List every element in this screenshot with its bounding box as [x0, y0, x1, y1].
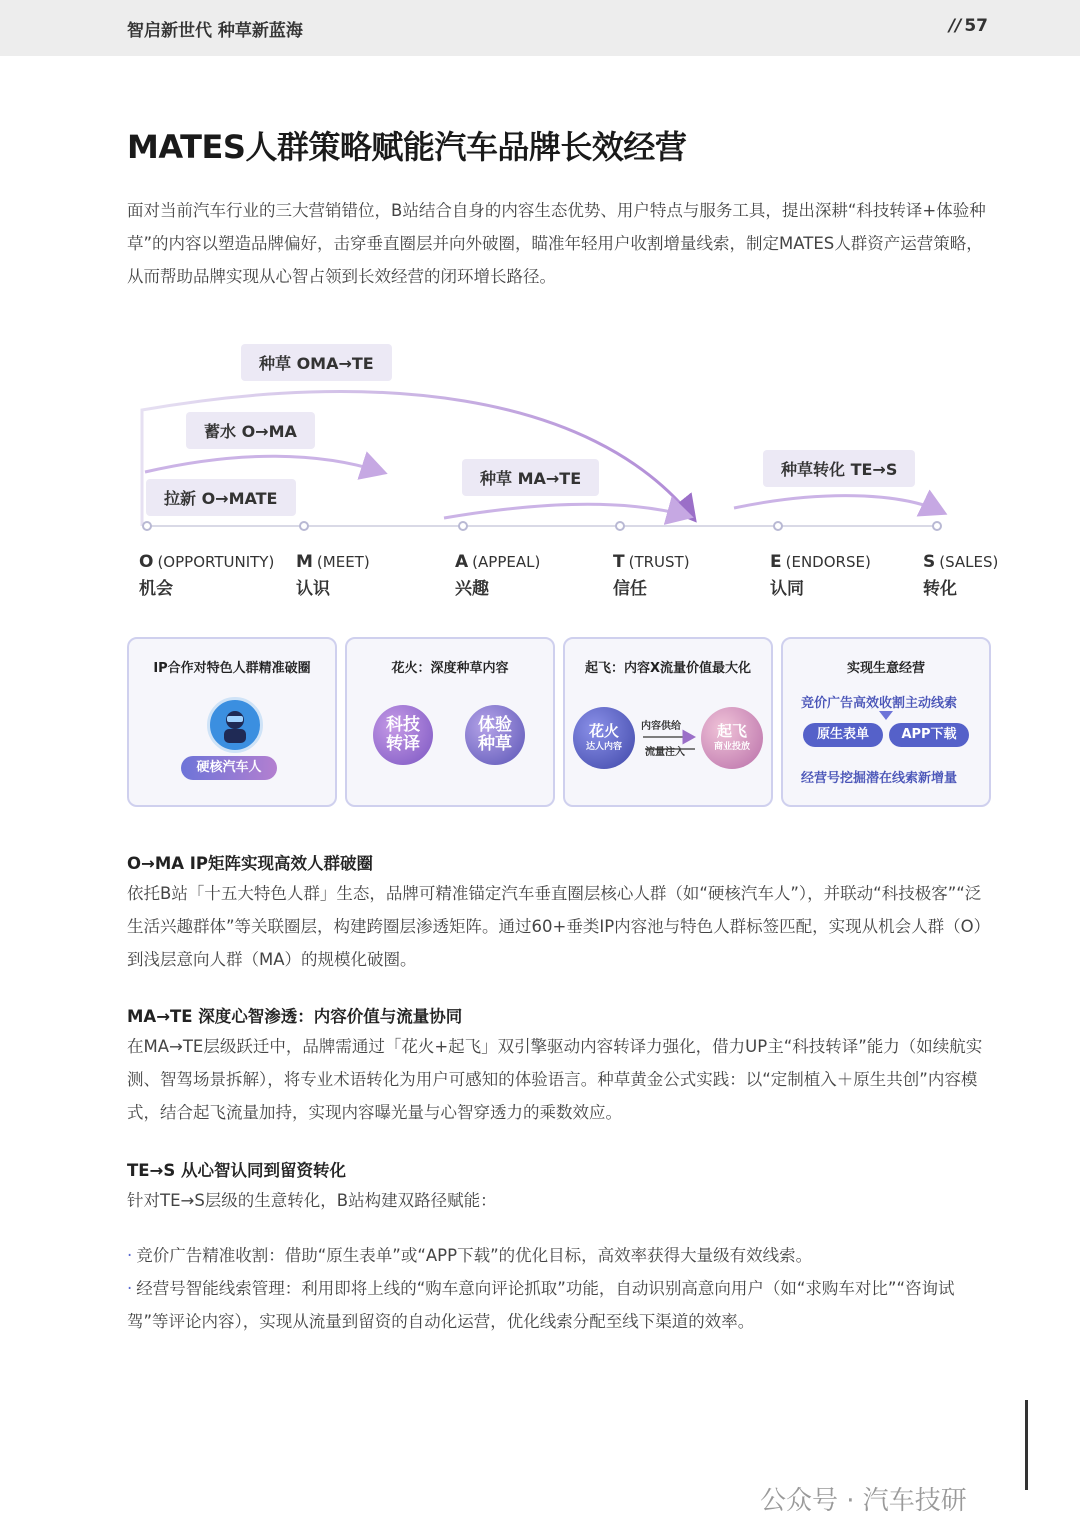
stage-marker-o	[143, 522, 151, 530]
watermark: 公众号 · 汽车技研	[760, 1486, 967, 1516]
stage-t: T (TRUST) 信任	[613, 552, 690, 599]
bubble-qifei: 起飞 商业投放	[701, 707, 763, 769]
stage-s: S (SALES) 转化	[923, 552, 999, 599]
stage-marker-s	[933, 522, 941, 530]
stage-marker-a	[459, 522, 467, 530]
bubble-tech-translation: 科技转译	[373, 705, 433, 765]
card-qifei	[563, 637, 773, 807]
label-bid-ads: 竞价广告高效收割主动线索	[801, 696, 958, 711]
stage-t-cn: 信任	[613, 579, 647, 599]
section-heading-ma-te: MA→TE 深度心智渗透：内容价值与流量协同	[127, 1007, 463, 1026]
tag-te-s: 种草转化 TE→S	[763, 450, 915, 487]
arc-o-ma	[145, 456, 382, 472]
stage-a: A (APPEAL) 兴趣	[455, 552, 541, 599]
tag-o-ma: 蓄水 O→MA	[186, 412, 315, 449]
stage-marker-e	[774, 522, 782, 530]
arc-te-s	[734, 496, 942, 512]
bullet-bid-ads: · 竞价广告精准收割：借助“原生表单”或“APP下载”的优化目标，高效率获得大量级有效线索。	[127, 1246, 813, 1265]
page-edge-bar	[1025, 1400, 1028, 1490]
section-heading-o-ma: O→MA IP矩阵实现高效人群破圈	[127, 854, 374, 873]
stage-marker-t	[616, 522, 624, 530]
card-ip	[127, 637, 337, 807]
stage-o: O (OPPORTUNITY) 机会	[139, 552, 275, 599]
label-content-supply: 内容供给	[641, 721, 681, 732]
bubble-huahuo: 花火 达人内容	[573, 707, 635, 769]
stage-e: E (ENDORSE) 认同	[770, 552, 871, 599]
intro-paragraph: 面对当前汽车行业的三大营销错位，B站结合自身的内容生态优势、用户特点与服务工具，提出深耕“科技转译+体验种草”的内容以塑造品牌偏好，击穿垂直圈层并向外破圈，瞄准年轻用户收割增量线索，制定MATES人群资产运营策略，从而帮助品牌实现从心智占领到长效经营的闭环增长路径。	[127, 201, 986, 286]
tag-oma-te: 种草 OMA→TE	[241, 344, 392, 381]
tag-ma-te: 种草 MA→TE	[462, 459, 599, 496]
section-body-ma-te: 在MA→TE层级跃迁中，品牌需通过「花火+起飞」双引擎驱动内容转译力强化，借力UP主“科技转译”能力（如续航实测、智驾场景拆解），将专业术语转化为用户可感知的体验语言。种草黄金公式实践：以“定制植入＋原生共创”内容模式，结合起飞流量加持，实现内容曝光量与心智穿透力的乘数效应。	[127, 1037, 983, 1122]
section-body-o-ma: 依托B站「十五大特色人群」生态，品牌可精准锚定汽车垂直圈层核心人群（如“硬核汽车人”），并联动“科技极客”“泛生活兴趣群体”等关联圈层，构建跨圈层渗透矩阵。通过60+垂类IP内容池与特色人群标签匹配，实现从机会人群（O）到浅层意向人群（MA）的规模化破圈。	[127, 884, 991, 969]
bubble-experience-seeding: 体验种草	[465, 705, 525, 765]
stage-e-cn: 认同	[770, 579, 804, 599]
page-number-prefix: //	[948, 16, 962, 36]
page-header	[0, 0, 1080, 56]
stage-m-cn: 认识	[296, 579, 330, 599]
avatar-icon	[207, 697, 263, 753]
card-ip-title: IP合作对特色人群精准破圈	[153, 661, 311, 676]
page-number	[949, 16, 988, 36]
section-heading-te-s: TE→S 从心智认同到留资转化	[127, 1161, 346, 1180]
arc-ma-te	[444, 504, 688, 518]
page-title: MATES人群策略赋能汽车品牌长效经营	[127, 128, 687, 166]
header-title: 智启新世代 种草新蓝海	[127, 21, 303, 41]
label-operation-account: 经营号挖掘潜在线索新增量	[801, 771, 958, 786]
stage-a-cn: 兴趣	[455, 579, 489, 599]
card-business-title: 实现生意经营	[846, 661, 925, 676]
pill-app-download: APP下载	[889, 723, 969, 747]
bullet-operation-account: · 经营号智能线索管理：利用即将上线的“购车意向评论抓取”功能，自动识别高意向用户（如“求购车对比”“咨询试驾”等评论内容），实现从流量到留资的自动化运营，优化线索分配至线下渠道的效率。	[127, 1279, 955, 1331]
page-number-value: 57	[964, 16, 988, 36]
mates-funnel-diagram	[120, 330, 1000, 600]
card-business	[781, 637, 991, 807]
stage-marker-m	[300, 522, 308, 530]
card-huahuo-title: 花火：深度种草内容	[391, 661, 509, 676]
pill-hardcore-car: 硬核汽车人	[181, 756, 277, 780]
chevron-down-icon	[879, 711, 893, 720]
label-traffic-injection: 流量注入	[645, 747, 685, 758]
stage-o-cn: 机会	[139, 579, 173, 599]
section-body-te-s: 针对TE→S层级的生意转化，B站构建双路径赋能：	[127, 1191, 497, 1210]
strategy-cards	[127, 637, 991, 807]
stage-s-cn: 转化	[923, 579, 957, 599]
stage-m: M (MEET) 认识	[296, 552, 370, 599]
tag-o-mate: 拉新 O→MATE	[146, 479, 296, 516]
pill-native-form: 原生表单	[803, 723, 883, 747]
card-huahuo	[345, 637, 555, 807]
card-qifei-title: 起飞：内容X流量价值最大化	[584, 661, 752, 676]
